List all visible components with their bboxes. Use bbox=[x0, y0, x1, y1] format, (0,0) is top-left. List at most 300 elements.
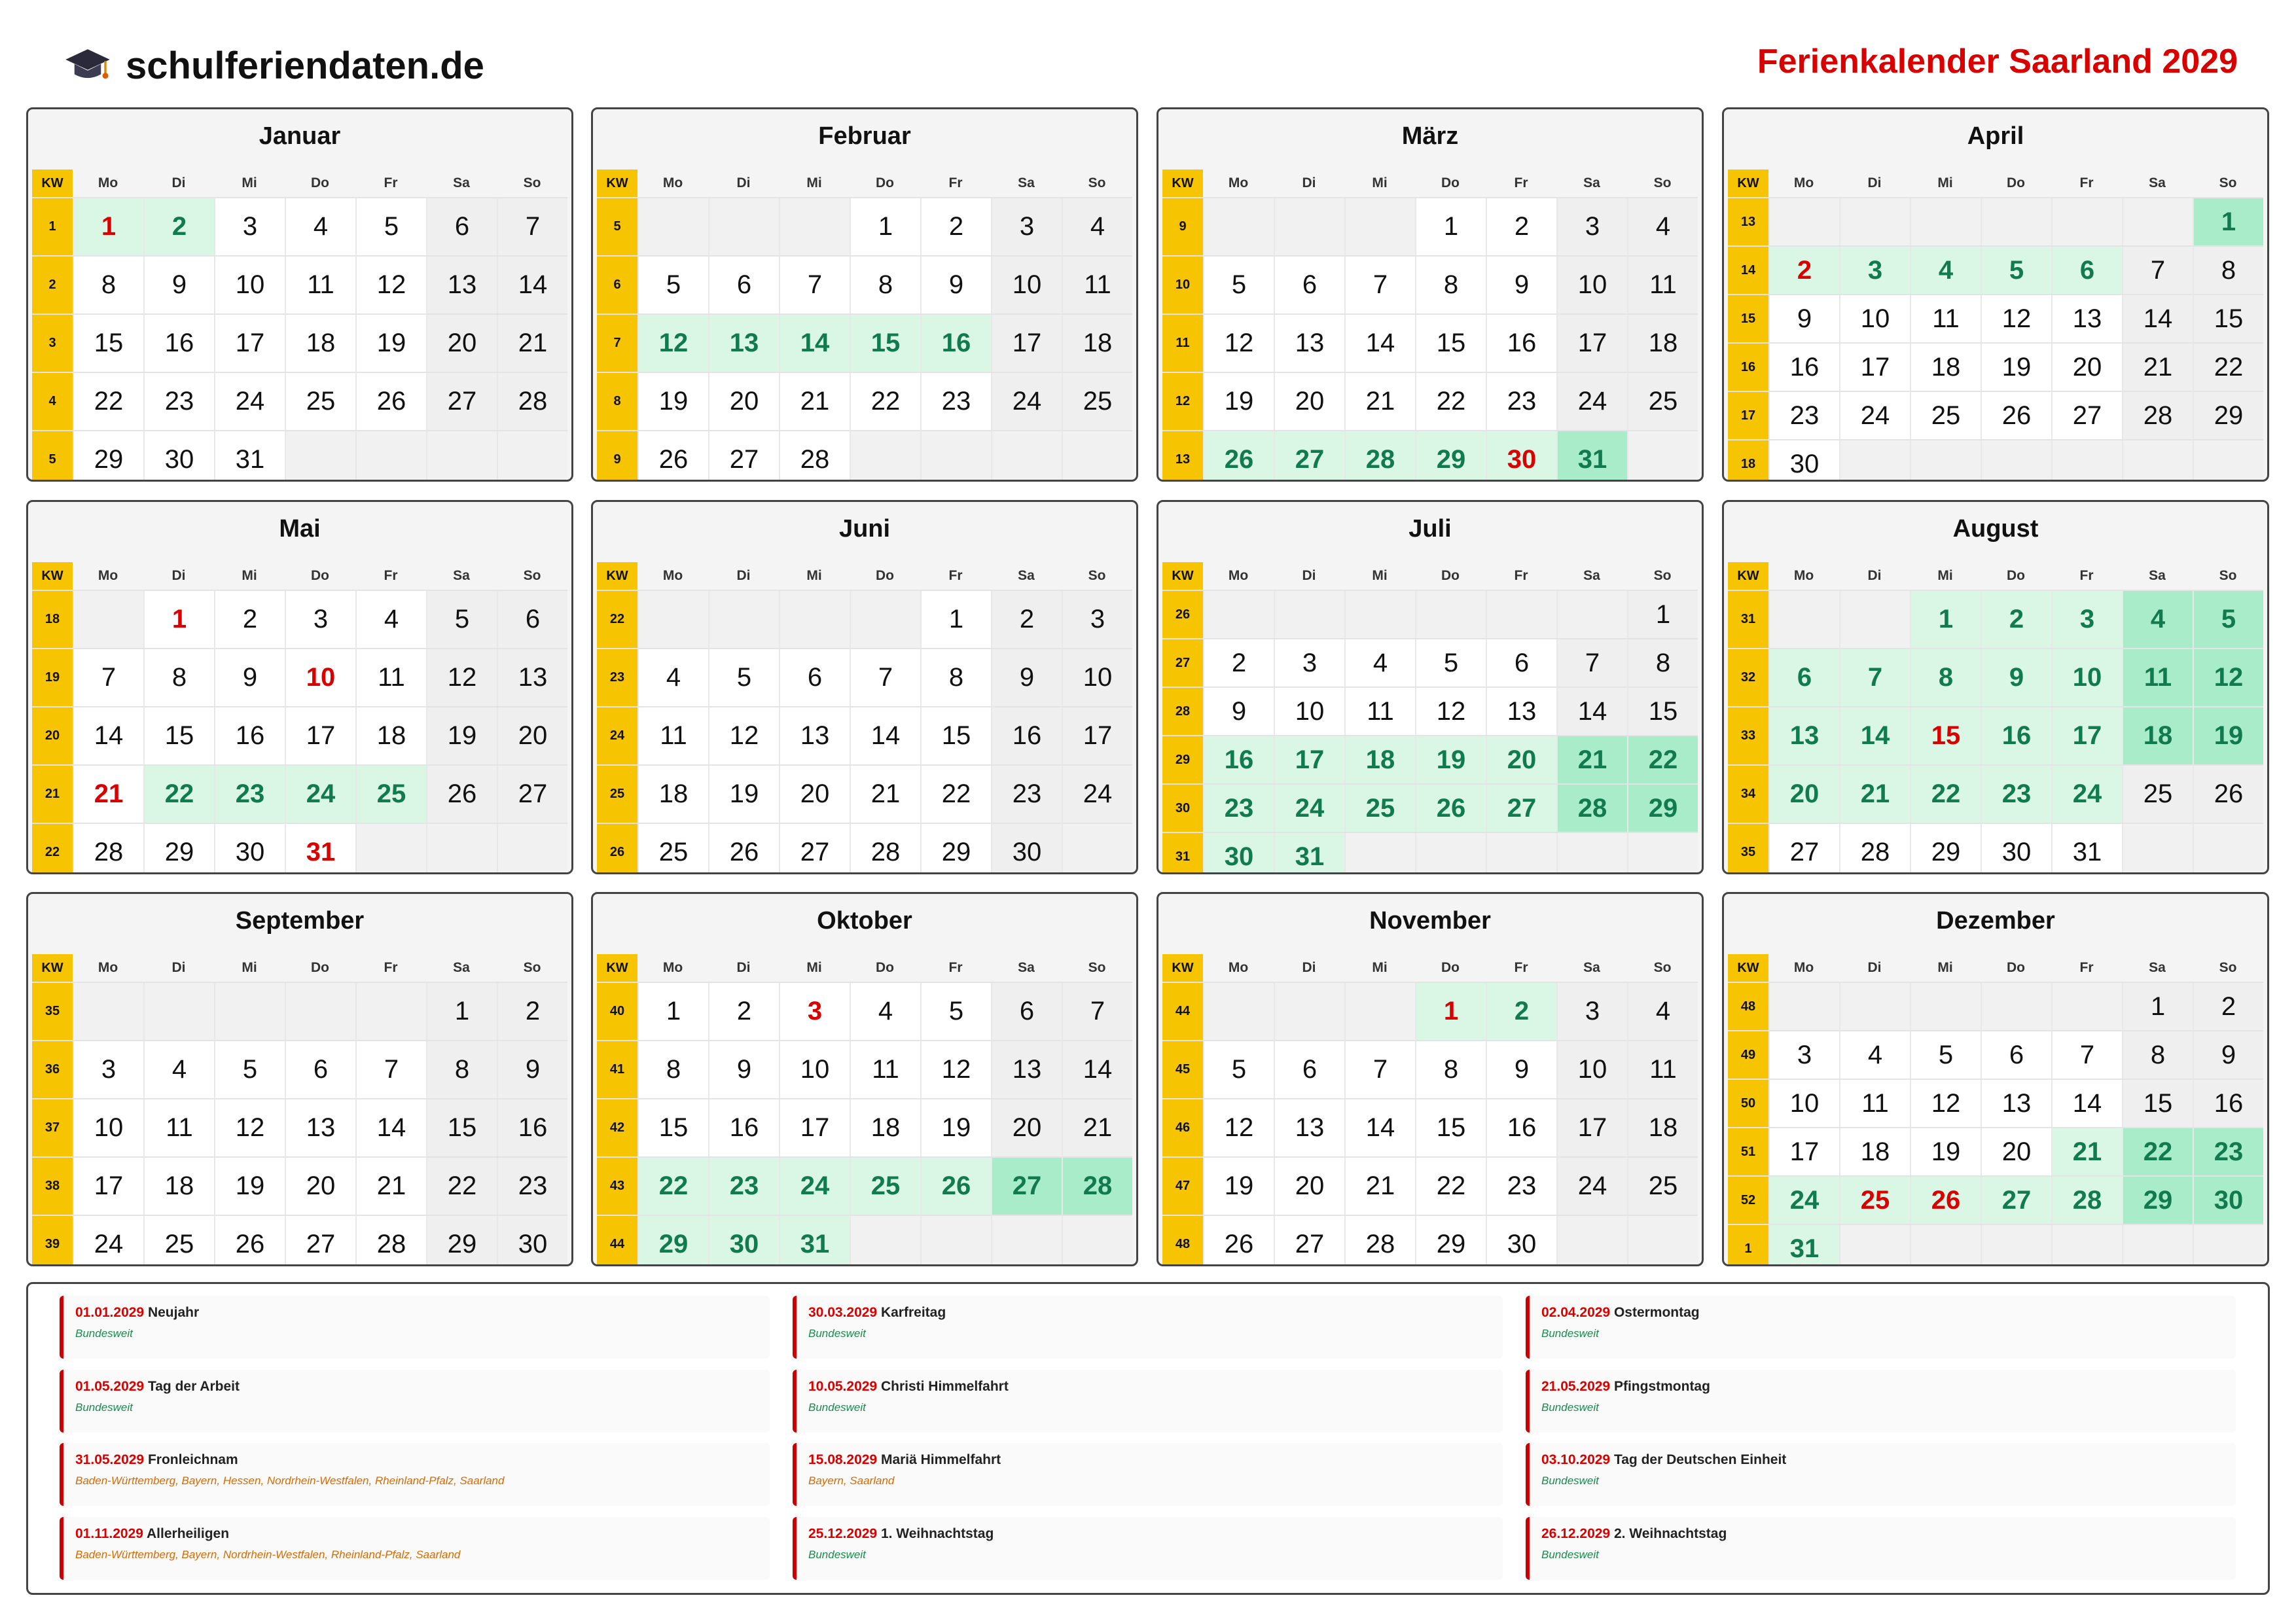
day-cell: 18 bbox=[1344, 736, 1415, 783]
day-cell: 26 bbox=[214, 1216, 285, 1266]
day-cell: 20 bbox=[708, 373, 779, 430]
day-cell: 9 bbox=[214, 649, 285, 706]
week-row bbox=[597, 1215, 1132, 1266]
kw-number: 33 bbox=[1728, 707, 1768, 764]
empty-day-cell bbox=[1486, 591, 1556, 638]
empty-day-cell bbox=[1627, 833, 1698, 874]
empty-day-cell bbox=[1415, 591, 1486, 638]
weekday-header: Mi bbox=[779, 169, 850, 197]
day-cell: 1 bbox=[1415, 983, 1486, 1040]
day-cell: 15 bbox=[1910, 707, 1981, 764]
day-cell: 25 bbox=[355, 766, 426, 823]
empty-day-cell bbox=[2193, 1225, 2263, 1266]
day-cell: 15 bbox=[2122, 1080, 2193, 1127]
day-cell: 13 bbox=[991, 1041, 1062, 1098]
week-row bbox=[597, 982, 1132, 1040]
holiday-name: Mariä Himmelfahrt bbox=[880, 1452, 1001, 1467]
month-februar bbox=[591, 107, 1138, 482]
day-cell: 13 bbox=[285, 1099, 355, 1156]
empty-day-cell bbox=[143, 983, 214, 1040]
month-title: November bbox=[1369, 907, 1491, 935]
weekday-header: Fr bbox=[355, 562, 426, 590]
weekday-header: Mi bbox=[1344, 169, 1415, 197]
day-cell: 15 bbox=[920, 707, 991, 764]
day-cell: 27 bbox=[1768, 824, 1839, 874]
day-cell: 11 bbox=[850, 1041, 920, 1098]
empty-day-cell bbox=[1203, 591, 1274, 638]
empty-day-cell bbox=[1839, 440, 1910, 482]
holiday-name: Ostermontag bbox=[1613, 1305, 1700, 1320]
holiday-date: 01.05.2029 bbox=[75, 1379, 145, 1394]
empty-day-cell bbox=[1981, 440, 2051, 482]
day-cell: 31 bbox=[779, 1216, 850, 1266]
kw-number: 4 bbox=[32, 373, 73, 430]
weekday-header: Mi bbox=[1910, 562, 1981, 590]
week-row bbox=[1728, 1079, 2263, 1127]
day-cell: 24 bbox=[1556, 1158, 1627, 1215]
day-cell: 18 bbox=[1910, 344, 1981, 391]
day-cell: 19 bbox=[920, 1099, 991, 1156]
day-cell: 12 bbox=[920, 1041, 991, 1098]
day-cell: 3 bbox=[285, 591, 355, 648]
day-cell: 21 bbox=[2122, 344, 2193, 391]
day-cell: 5 bbox=[426, 591, 497, 648]
kw-number: 39 bbox=[32, 1216, 73, 1266]
weekday-header: Di bbox=[143, 954, 214, 982]
month-grid bbox=[1162, 169, 1698, 482]
graduation-cap-icon bbox=[64, 42, 111, 89]
day-cell: 28 bbox=[1344, 1216, 1415, 1266]
day-cell: 8 bbox=[73, 257, 143, 313]
weekday-header: Fr bbox=[2051, 169, 2122, 197]
weekday-header: So bbox=[2193, 169, 2263, 197]
day-cell: 19 bbox=[1910, 1128, 1981, 1175]
day-cell: 11 bbox=[1062, 257, 1132, 313]
day-cell: 14 bbox=[355, 1099, 426, 1156]
day-cell: 30 bbox=[991, 824, 1062, 874]
day-cell: 2 bbox=[214, 591, 285, 648]
empty-day-cell bbox=[2051, 198, 2122, 245]
week-row bbox=[1162, 982, 1698, 1040]
weekday-header: Di bbox=[1274, 169, 1344, 197]
day-cell: 23 bbox=[1203, 785, 1274, 832]
week-row bbox=[32, 823, 567, 874]
day-cell: 14 bbox=[497, 257, 567, 313]
kw-number: 14 bbox=[1728, 247, 1768, 294]
holiday-date: 01.01.2029 bbox=[75, 1305, 145, 1320]
day-cell: 19 bbox=[426, 707, 497, 764]
empty-day-cell bbox=[1274, 198, 1344, 255]
day-cell: 25 bbox=[1839, 1177, 1910, 1224]
holiday-name: 1. Weihnachtstag bbox=[880, 1526, 994, 1541]
day-cell: 30 bbox=[1203, 833, 1274, 874]
day-cell: 28 bbox=[1344, 431, 1415, 482]
empty-day-cell bbox=[1981, 983, 2051, 1030]
day-cell: 9 bbox=[708, 1041, 779, 1098]
month-grid bbox=[597, 169, 1132, 482]
empty-day-cell bbox=[73, 983, 143, 1040]
weekday-header: Fr bbox=[1486, 562, 1556, 590]
kw-number: 16 bbox=[1728, 344, 1768, 391]
week-row bbox=[1162, 255, 1698, 313]
empty-day-cell bbox=[1768, 983, 1839, 1030]
day-cell: 24 bbox=[73, 1216, 143, 1266]
day-cell: 7 bbox=[1062, 983, 1132, 1040]
day-cell: 26 bbox=[1203, 431, 1274, 482]
kw-number: 32 bbox=[1728, 649, 1768, 706]
day-cell: 2 bbox=[1981, 591, 2051, 648]
week-row bbox=[1162, 687, 1698, 735]
day-cell: 20 bbox=[1486, 736, 1556, 783]
day-cell: 20 bbox=[2051, 344, 2122, 391]
day-cell: 23 bbox=[214, 766, 285, 823]
weekday-header: Di bbox=[1839, 954, 1910, 982]
day-cell: 16 bbox=[214, 707, 285, 764]
week-row bbox=[1728, 342, 2263, 391]
week-row bbox=[1162, 430, 1698, 482]
weekday-header: Di bbox=[143, 562, 214, 590]
month-grid bbox=[1162, 562, 1698, 874]
empty-day-cell bbox=[426, 824, 497, 874]
day-cell: 12 bbox=[637, 315, 708, 372]
day-cell: 12 bbox=[1981, 295, 2051, 342]
day-cell: 7 bbox=[1344, 257, 1415, 313]
empty-day-cell bbox=[920, 1216, 991, 1266]
day-cell: 20 bbox=[1274, 1158, 1344, 1215]
month-title: September bbox=[235, 907, 365, 935]
weekday-header: Sa bbox=[1556, 169, 1627, 197]
day-cell: 15 bbox=[143, 707, 214, 764]
empty-day-cell bbox=[2051, 983, 2122, 1030]
week-row bbox=[1162, 372, 1698, 430]
day-cell: 28 bbox=[1839, 824, 1910, 874]
week-row bbox=[32, 1156, 567, 1215]
weekday-header-row bbox=[597, 169, 1132, 197]
day-cell: 9 bbox=[1486, 1041, 1556, 1098]
day-cell: 26 bbox=[920, 1158, 991, 1215]
day-cell: 16 bbox=[708, 1099, 779, 1156]
day-cell: 26 bbox=[637, 431, 708, 482]
day-cell: 26 bbox=[355, 373, 426, 430]
day-cell: 10 bbox=[1768, 1080, 1839, 1127]
day-cell: 5 bbox=[1203, 1041, 1274, 1098]
month-juni bbox=[591, 500, 1138, 874]
day-cell: 25 bbox=[143, 1216, 214, 1266]
day-cell: 30 bbox=[214, 824, 285, 874]
day-cell: 24 bbox=[285, 766, 355, 823]
day-cell: 10 bbox=[1839, 295, 1910, 342]
kw-header: KW bbox=[1162, 954, 1203, 982]
weekday-header: So bbox=[1627, 954, 1698, 982]
kw-header: KW bbox=[1728, 562, 1768, 590]
day-cell: 31 bbox=[1768, 1225, 1839, 1266]
day-cell: 6 bbox=[1486, 639, 1556, 687]
day-cell: 13 bbox=[708, 315, 779, 372]
weekday-header: So bbox=[1627, 562, 1698, 590]
kw-number: 35 bbox=[32, 983, 73, 1040]
day-cell: 5 bbox=[1981, 247, 2051, 294]
weekday-header: Mo bbox=[1768, 169, 1839, 197]
day-cell: 26 bbox=[708, 824, 779, 874]
day-cell: 9 bbox=[1768, 295, 1839, 342]
day-cell: 3 bbox=[1839, 247, 1910, 294]
kw-header: KW bbox=[32, 954, 73, 982]
holiday-date: 25.12.2029 bbox=[808, 1526, 878, 1541]
week-row bbox=[597, 590, 1132, 648]
day-cell: 18 bbox=[143, 1158, 214, 1215]
day-cell: 9 bbox=[1486, 257, 1556, 313]
holiday-region: Baden-Württemberg, Bayern, Nordrhein-Westfalen, Rheinland-Pfalz, Saarland bbox=[75, 1548, 461, 1561]
weekday-header: So bbox=[497, 169, 567, 197]
holiday-region: Bundesweit bbox=[75, 1401, 133, 1414]
holiday-date: 01.11.2029 bbox=[75, 1526, 143, 1541]
holiday-region: Bayern, Saarland bbox=[808, 1474, 895, 1487]
week-row bbox=[1162, 1040, 1698, 1098]
kw-number: 10 bbox=[1162, 257, 1203, 313]
weekday-header: Mi bbox=[1344, 954, 1415, 982]
weekday-header: Mo bbox=[637, 562, 708, 590]
day-cell: 8 bbox=[1415, 257, 1486, 313]
holiday-name: 2. Weihnachtstag bbox=[1613, 1526, 1727, 1541]
day-cell: 28 bbox=[850, 824, 920, 874]
month-mai bbox=[26, 500, 573, 874]
kw-number: 18 bbox=[32, 591, 73, 648]
month-title: Mai bbox=[279, 515, 321, 543]
day-cell: 14 bbox=[2122, 295, 2193, 342]
holiday-item bbox=[1526, 1517, 2236, 1580]
empty-day-cell bbox=[1768, 591, 1839, 648]
day-cell: 14 bbox=[1556, 688, 1627, 735]
weekday-header: So bbox=[2193, 954, 2263, 982]
day-cell: 29 bbox=[1910, 824, 1981, 874]
holiday-date: 02.04.2029 bbox=[1541, 1305, 1611, 1320]
day-cell: 21 bbox=[2051, 1128, 2122, 1175]
week-row bbox=[1728, 982, 2263, 1030]
weekday-header-row bbox=[597, 954, 1132, 982]
empty-day-cell bbox=[2122, 198, 2193, 245]
day-cell: 12 bbox=[1203, 315, 1274, 372]
weekday-header: Do bbox=[1981, 954, 2051, 982]
day-cell: 18 bbox=[850, 1099, 920, 1156]
day-cell: 10 bbox=[1556, 1041, 1627, 1098]
week-row bbox=[597, 1098, 1132, 1156]
empty-day-cell bbox=[850, 431, 920, 482]
kw-number: 34 bbox=[1728, 766, 1768, 823]
empty-day-cell bbox=[779, 198, 850, 255]
day-cell: 8 bbox=[1627, 639, 1698, 687]
holiday-name: Tag der Arbeit bbox=[147, 1379, 240, 1394]
weekday-header-row bbox=[1162, 562, 1698, 590]
holiday-item bbox=[793, 1517, 1503, 1580]
day-cell: 29 bbox=[2193, 392, 2263, 439]
kw-header: KW bbox=[1162, 169, 1203, 197]
week-row bbox=[597, 823, 1132, 874]
weekday-header: Mo bbox=[73, 954, 143, 982]
day-cell: 17 bbox=[1839, 344, 1910, 391]
kw-number: 5 bbox=[597, 198, 637, 255]
day-cell: 7 bbox=[1556, 639, 1627, 687]
kw-number: 12 bbox=[1162, 373, 1203, 430]
day-cell: 31 bbox=[214, 431, 285, 482]
day-cell: 17 bbox=[1556, 1099, 1627, 1156]
day-cell: 2 bbox=[1768, 247, 1839, 294]
weekday-header-row bbox=[1162, 169, 1698, 197]
weekday-header: Di bbox=[1274, 954, 1344, 982]
holiday-name: Christi Himmelfahrt bbox=[880, 1379, 1009, 1394]
day-cell: 5 bbox=[1910, 1031, 1981, 1079]
weekday-header: Mo bbox=[1203, 954, 1274, 982]
week-row bbox=[1728, 391, 2263, 439]
weekday-header: Do bbox=[1415, 562, 1486, 590]
day-cell: 21 bbox=[850, 766, 920, 823]
day-cell: 27 bbox=[1981, 1177, 2051, 1224]
weekday-header: Mi bbox=[214, 562, 285, 590]
day-cell: 11 bbox=[1910, 295, 1981, 342]
weekday-header: Di bbox=[1839, 562, 1910, 590]
calendar-title: Ferienkalender Saarland 2029 bbox=[1757, 43, 2238, 80]
weekday-header: So bbox=[1062, 562, 1132, 590]
week-row bbox=[1728, 1127, 2263, 1175]
weekday-header: So bbox=[1062, 954, 1132, 982]
day-cell: 6 bbox=[1768, 649, 1839, 706]
day-cell: 20 bbox=[426, 315, 497, 372]
kw-number: 46 bbox=[1162, 1099, 1203, 1156]
day-cell: 18 bbox=[1839, 1128, 1910, 1175]
week-row bbox=[32, 197, 567, 255]
day-cell: 21 bbox=[355, 1158, 426, 1215]
day-cell: 30 bbox=[143, 431, 214, 482]
week-row bbox=[1162, 1156, 1698, 1215]
empty-day-cell bbox=[355, 431, 426, 482]
empty-day-cell bbox=[1274, 983, 1344, 1040]
week-row bbox=[1728, 294, 2263, 342]
day-cell: 6 bbox=[779, 649, 850, 706]
day-cell: 18 bbox=[285, 315, 355, 372]
day-cell: 26 bbox=[1415, 785, 1486, 832]
empty-day-cell bbox=[1627, 1216, 1698, 1266]
day-cell: 8 bbox=[1415, 1041, 1486, 1098]
day-cell: 12 bbox=[1910, 1080, 1981, 1127]
weekday-header: Do bbox=[1981, 562, 2051, 590]
weekday-header: Mo bbox=[1203, 562, 1274, 590]
day-cell: 16 bbox=[2193, 1080, 2263, 1127]
week-row bbox=[1728, 1224, 2263, 1266]
day-cell: 11 bbox=[2122, 649, 2193, 706]
day-cell: 20 bbox=[991, 1099, 1062, 1156]
week-row bbox=[1728, 590, 2263, 648]
day-cell: 10 bbox=[214, 257, 285, 313]
day-cell: 26 bbox=[1910, 1177, 1981, 1224]
weekday-header: Sa bbox=[426, 562, 497, 590]
empty-day-cell bbox=[708, 198, 779, 255]
week-row bbox=[32, 1098, 567, 1156]
holiday-title bbox=[1541, 1526, 2236, 1542]
day-cell: 4 bbox=[1627, 983, 1698, 1040]
day-cell: 27 bbox=[1274, 431, 1344, 482]
day-cell: 10 bbox=[285, 649, 355, 706]
site-logo[interactable] bbox=[64, 42, 484, 89]
day-cell: 29 bbox=[637, 1216, 708, 1266]
day-cell: 30 bbox=[1981, 824, 2051, 874]
day-cell: 17 bbox=[1556, 315, 1627, 372]
day-cell: 14 bbox=[2051, 1080, 2122, 1127]
weekday-header: Fr bbox=[2051, 954, 2122, 982]
month-grid bbox=[597, 954, 1132, 1266]
kw-number: 25 bbox=[597, 766, 637, 823]
holiday-name: Karfreitag bbox=[880, 1305, 946, 1320]
day-cell: 11 bbox=[1839, 1080, 1910, 1127]
day-cell: 18 bbox=[2122, 707, 2193, 764]
day-cell: 27 bbox=[991, 1158, 1062, 1215]
weekday-header: Fr bbox=[920, 954, 991, 982]
day-cell: 1 bbox=[1415, 198, 1486, 255]
empty-day-cell bbox=[1062, 431, 1132, 482]
holiday-title bbox=[75, 1526, 770, 1542]
weekday-header: Do bbox=[1981, 169, 2051, 197]
day-cell: 16 bbox=[1203, 736, 1274, 783]
day-cell: 22 bbox=[637, 1158, 708, 1215]
empty-day-cell bbox=[1768, 198, 1839, 245]
day-cell: 16 bbox=[1486, 315, 1556, 372]
day-cell: 6 bbox=[708, 257, 779, 313]
week-row bbox=[597, 313, 1132, 372]
day-cell: 23 bbox=[991, 766, 1062, 823]
day-cell: 1 bbox=[2193, 198, 2263, 245]
kw-number: 51 bbox=[1728, 1128, 1768, 1175]
month-märz bbox=[1157, 107, 1704, 482]
day-cell: 17 bbox=[214, 315, 285, 372]
week-row bbox=[1728, 245, 2263, 294]
holiday-name: Fronleichnam bbox=[147, 1452, 238, 1467]
day-cell: 17 bbox=[1062, 707, 1132, 764]
week-row bbox=[32, 706, 567, 764]
day-cell: 4 bbox=[1344, 639, 1415, 687]
weekday-header: Mi bbox=[1344, 562, 1415, 590]
day-cell: 22 bbox=[1910, 766, 1981, 823]
weekday-header: Di bbox=[143, 169, 214, 197]
empty-day-cell bbox=[637, 591, 708, 648]
day-cell: 6 bbox=[991, 983, 1062, 1040]
day-cell: 13 bbox=[1981, 1080, 2051, 1127]
day-cell: 15 bbox=[850, 315, 920, 372]
month-september bbox=[26, 892, 573, 1266]
empty-day-cell bbox=[497, 824, 567, 874]
empty-day-cell bbox=[2193, 440, 2263, 482]
day-cell: 8 bbox=[1910, 649, 1981, 706]
kw-number: 45 bbox=[1162, 1041, 1203, 1098]
day-cell: 3 bbox=[1062, 591, 1132, 648]
day-cell: 2 bbox=[497, 983, 567, 1040]
day-cell: 14 bbox=[73, 707, 143, 764]
day-cell: 23 bbox=[2193, 1128, 2263, 1175]
day-cell: 16 bbox=[920, 315, 991, 372]
day-cell: 20 bbox=[497, 707, 567, 764]
day-cell: 28 bbox=[355, 1216, 426, 1266]
week-row bbox=[1728, 706, 2263, 764]
day-cell: 13 bbox=[1486, 688, 1556, 735]
week-row bbox=[1162, 638, 1698, 687]
kw-header: KW bbox=[597, 562, 637, 590]
kw-header: KW bbox=[1728, 169, 1768, 197]
empty-day-cell bbox=[850, 591, 920, 648]
day-cell: 25 bbox=[1344, 785, 1415, 832]
day-cell: 5 bbox=[2193, 591, 2263, 648]
weekday-header: Mo bbox=[73, 562, 143, 590]
holiday-title bbox=[808, 1379, 1503, 1395]
weekday-header: Mi bbox=[214, 169, 285, 197]
week-row bbox=[32, 372, 567, 430]
day-cell: 4 bbox=[637, 649, 708, 706]
